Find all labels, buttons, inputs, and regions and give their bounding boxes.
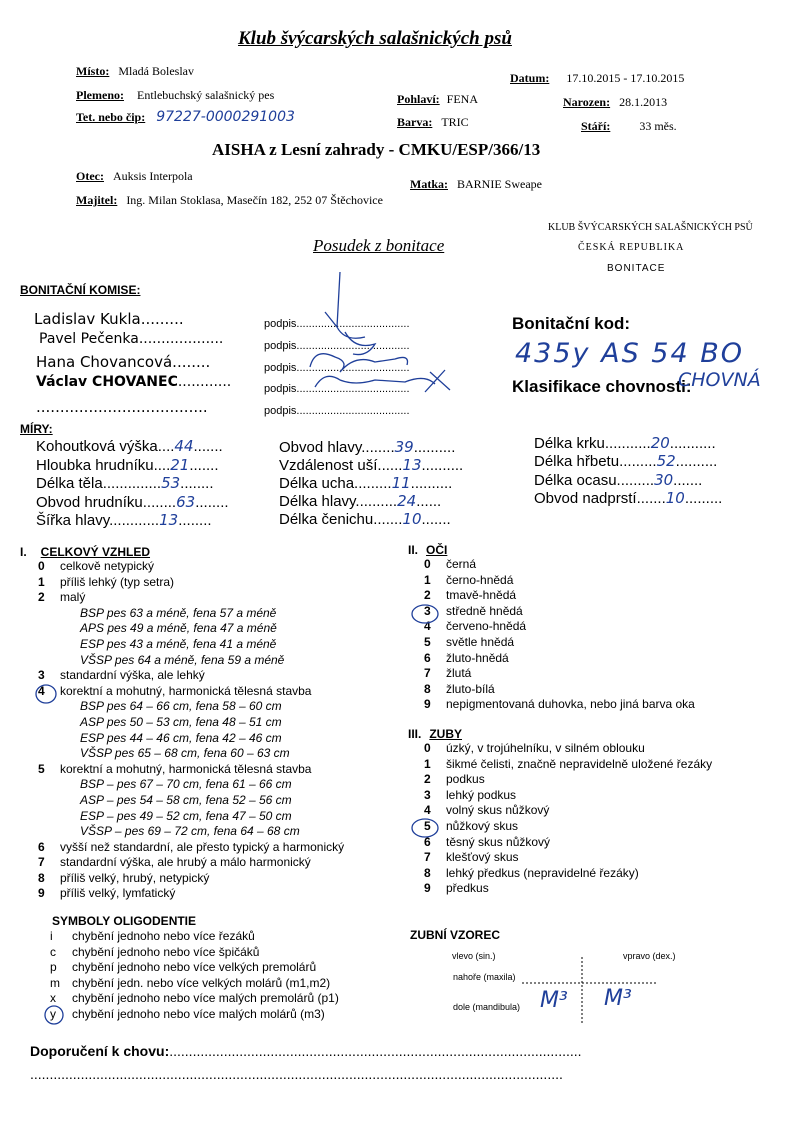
vzhled-item-number: 9 bbox=[38, 886, 45, 901]
vzhled-item bbox=[38, 777, 344, 793]
vzhled-item-text: malý bbox=[60, 590, 86, 605]
symboly-item bbox=[50, 1007, 339, 1023]
miry-sirka-hlavy: Šířka hlavy............13........ bbox=[36, 511, 212, 529]
zuby-item-text: lehký předkus (nepravidelné řezáky) bbox=[446, 865, 639, 880]
signature-1 bbox=[325, 272, 365, 338]
vzhled-item bbox=[38, 793, 344, 809]
vzhled-item-number: 4 bbox=[38, 683, 45, 698]
vzhled-item bbox=[38, 715, 344, 731]
zuby-heading: III. ZUBY bbox=[408, 727, 463, 741]
majitel-label: Majitel: bbox=[76, 193, 118, 207]
zuby-item bbox=[424, 741, 712, 757]
stamp-line-2: ČESKÁ REPUBLIKA bbox=[578, 242, 685, 253]
plemeno-label: Plemeno: bbox=[76, 88, 124, 102]
zuby-item-number: 0 bbox=[424, 741, 431, 755]
symboly-item bbox=[50, 929, 339, 945]
oci-item-number: 9 bbox=[424, 697, 431, 712]
oci-item-text: žluto-hnědá bbox=[446, 650, 509, 665]
vzhled-item-text: BSP pes 64 – 66 cm, fena 58 – 60 cm bbox=[80, 699, 282, 714]
vzhled-item bbox=[38, 762, 344, 778]
oci-item bbox=[424, 604, 695, 620]
zuby-item-number: 8 bbox=[424, 865, 431, 880]
pohlavi-label: Pohlaví: bbox=[397, 92, 440, 106]
zuby-item-number: 9 bbox=[424, 881, 431, 896]
oci-item-number: 6 bbox=[424, 650, 431, 665]
barva-value: TRIC bbox=[441, 115, 469, 129]
vzhled-item bbox=[38, 886, 344, 902]
dog-name: AISHA z Lesní zahrady - CMKU/ESP/366/13 bbox=[212, 140, 541, 159]
miry-hloubka-hrudniku: Hloubka hrudníku....21....... bbox=[36, 456, 219, 474]
otec-row bbox=[76, 169, 193, 184]
stari-value: 33 měs. bbox=[639, 119, 677, 133]
vzhled-item-number: 5 bbox=[38, 761, 45, 776]
klasifikace-value: CHOVNÁ bbox=[678, 369, 761, 391]
oci-item bbox=[424, 635, 695, 651]
komise-label: BONITAČNÍ KOMISE: bbox=[20, 283, 141, 297]
oci-item-number: 1 bbox=[424, 572, 431, 587]
oci-item-text: světle hnědá bbox=[446, 634, 515, 649]
zuby-item-text: nůžkový skus bbox=[446, 818, 519, 833]
selection-circle-oci bbox=[410, 603, 440, 625]
komise-member-2: Pavel Pečenka................... bbox=[39, 331, 224, 347]
matka-row bbox=[410, 177, 542, 192]
club-title: Klub švýcarských salašnických psů bbox=[238, 28, 512, 49]
zuby-item bbox=[424, 757, 712, 773]
vzhled-item bbox=[38, 871, 344, 887]
vzhled-item bbox=[38, 575, 344, 591]
symboly-item-text: chybění jednoho nebo více špičáků bbox=[72, 944, 260, 959]
zuby-item-number: 1 bbox=[424, 756, 431, 771]
vzorec-left-mark: M³ bbox=[540, 988, 568, 1013]
symboly-item-symbol: x bbox=[50, 991, 56, 1006]
oci-item-number: 0 bbox=[424, 557, 431, 571]
vzorec-right-mark: M³ bbox=[604, 986, 632, 1011]
vzhled-item bbox=[38, 590, 344, 606]
miry-delka-hlavy: Délka hlavy..........24...... bbox=[279, 492, 442, 510]
zuby-item-text: podkus bbox=[446, 772, 485, 787]
barva-label: Barva: bbox=[397, 115, 433, 129]
symboly-list bbox=[50, 929, 339, 1023]
oci-item bbox=[424, 682, 695, 698]
vzhled-item-text: příliš velký, lymfatický bbox=[60, 886, 176, 901]
vzhled-item-text: APS pes 49 a méně, fena 47 a méně bbox=[80, 621, 277, 636]
oci-item-number: 5 bbox=[424, 634, 431, 649]
vzhled-item bbox=[38, 621, 344, 637]
datum-label: Datum: bbox=[510, 71, 550, 85]
symboly-item-text: chybění jednoho nebo více velkých premolárů bbox=[72, 960, 317, 975]
vzhled-item-text: BSP – pes 67 – 70 cm, fena 61 – 66 cm bbox=[80, 777, 292, 792]
majitel-value: Ing. Milan Stoklasa, Masečín 182, 252 07 Štěchovice bbox=[126, 193, 383, 207]
vzhled-item bbox=[38, 637, 344, 653]
vzhled-item bbox=[38, 699, 344, 715]
oci-item-number: 8 bbox=[424, 681, 431, 696]
matka-value: BARNIE Sweape bbox=[457, 177, 542, 191]
barva-row bbox=[397, 115, 469, 130]
zuby-item-number: 3 bbox=[424, 787, 431, 802]
posudek-title: Posudek z bonitace bbox=[313, 236, 445, 255]
zuby-item bbox=[424, 866, 712, 882]
zuby-item-text: volný skus nůžkový bbox=[446, 803, 550, 818]
miry-delka-hrbetu: Délka hřbetu.........52.......... bbox=[534, 452, 718, 470]
oci-heading: II. OČI bbox=[408, 543, 448, 557]
zuby-item-text: úzký, v trojúhelníku, v silném oblouku bbox=[446, 741, 645, 755]
komise-member-3: Hana Chovancová........ bbox=[36, 353, 211, 371]
vzhled-item-text: VŠSP pes 65 – 68 cm, fena 60 – 63 cm bbox=[80, 746, 290, 761]
misto-label: Místo: bbox=[76, 64, 110, 78]
zuby-item-text: šikmé čelisti, značně nepravidelně uložené řezáky bbox=[446, 756, 713, 771]
symboly-item-symbol: p bbox=[50, 960, 57, 975]
podpis-4: podpis..................................... bbox=[264, 383, 410, 395]
miry-kohoutkova: Kohoutková výška....44....... bbox=[36, 437, 223, 455]
vzhled-item-text: ESP pes 43 a méně, fena 41 a méně bbox=[80, 636, 277, 651]
matka-label: Matka: bbox=[410, 177, 448, 191]
vzhled-list bbox=[38, 559, 344, 902]
majitel-row bbox=[76, 193, 383, 208]
signatures bbox=[295, 262, 465, 397]
vzhled-item-number: 2 bbox=[38, 590, 45, 605]
vzhled-item bbox=[38, 809, 344, 825]
vzhled-item-text: ESP pes 44 – 46 cm, fena 42 – 46 cm bbox=[80, 730, 282, 745]
oci-item bbox=[424, 619, 695, 635]
symboly-item-text: chybění jedn. nebo více velkých molárů (m1,m2) bbox=[72, 975, 331, 990]
vzhled-item-text: příliš lehký (typ setra) bbox=[60, 574, 175, 589]
zuby-item-number: 4 bbox=[424, 803, 431, 818]
podpis-3: podpis..................................... bbox=[264, 362, 410, 374]
selection-circle-symboly bbox=[42, 1004, 66, 1026]
symboly-item-symbol: m bbox=[50, 975, 60, 990]
vzhled-item bbox=[38, 824, 344, 840]
zuby-item-number: 2 bbox=[424, 772, 431, 787]
pohlavi-value: FENA bbox=[446, 92, 479, 106]
vzorec-vlevo: vlevo (sin.) bbox=[452, 951, 496, 961]
oci-item-number: 3 bbox=[424, 603, 431, 618]
vzhled-item-number: 3 bbox=[38, 668, 45, 683]
oci-item-number: 7 bbox=[424, 666, 431, 681]
podpis-1: podpis..................................... bbox=[264, 318, 410, 330]
vzhled-item bbox=[38, 668, 344, 684]
symboly-item bbox=[50, 945, 339, 961]
vzorec-dole: dole (mandibula) bbox=[453, 1002, 521, 1012]
vzhled-item-text: ASP pes 50 – 53 cm, fena 48 – 51 cm bbox=[80, 714, 282, 729]
podpis-5: podpis..................................... bbox=[264, 405, 410, 417]
vzhled-item-text: standardní výška, ale lehký bbox=[60, 668, 205, 683]
oci-item-number: 2 bbox=[424, 588, 431, 603]
miry-delka-cenichu: Délka čenichu.......10....... bbox=[279, 510, 451, 528]
zuby-item bbox=[424, 850, 712, 866]
zuby-item-text: klešťový skus bbox=[446, 850, 519, 865]
oci-item bbox=[424, 557, 695, 573]
vzhled-item-text: standardní výška, ale hrubý a málo harmonický bbox=[60, 855, 311, 870]
oci-list bbox=[424, 557, 695, 713]
miry-delka-tela: Délka těla..............53........ bbox=[36, 474, 214, 492]
zuby-item-text: těsný skus nůžkový bbox=[446, 834, 551, 849]
narozen-value: 28.1.2013 bbox=[619, 95, 668, 109]
vzhled-item bbox=[38, 559, 344, 575]
symboly-item bbox=[50, 960, 339, 976]
vzhled-item bbox=[38, 731, 344, 747]
vzhled-item-text: VŠSP pes 64 a méně, fena 59 a méně bbox=[80, 652, 285, 667]
doporuceni-line-2: ......................................................................................................................................... bbox=[30, 1066, 563, 1082]
stari-label: Stáří: bbox=[581, 119, 611, 133]
vzhled-item-number: 6 bbox=[38, 839, 45, 854]
zuby-item bbox=[424, 881, 712, 897]
vzhled-item-text: vyšší než standardní, ale přesto typický a harmonický bbox=[60, 839, 345, 854]
oci-item bbox=[424, 588, 695, 604]
doporuceni-row: Doporučení k chovu:.......................................................................................................... bbox=[30, 1043, 582, 1059]
zuby-item-text: lehký podkus bbox=[446, 787, 517, 802]
zuby-item-number: 5 bbox=[424, 818, 431, 833]
signature-3 bbox=[310, 354, 408, 372]
komise-member-1: Ladislav Kukla......... bbox=[34, 310, 184, 328]
zuby-item bbox=[424, 772, 712, 788]
selection-circle-zuby bbox=[410, 817, 440, 839]
vzhled-item bbox=[38, 606, 344, 622]
tet-value: 97227-0000291003 bbox=[156, 109, 295, 125]
symboly-item-text: chybění jednoho nebo více malých premolárů (p1) bbox=[72, 991, 339, 1006]
vzhled-item bbox=[38, 684, 344, 700]
tet-label: Tet. nebo čip: bbox=[76, 110, 146, 124]
oci-item bbox=[424, 697, 695, 713]
oci-item-text: tmavě-hnědá bbox=[446, 588, 517, 603]
zuby-item bbox=[424, 819, 712, 835]
vzhled-item-text: VŠSP – pes 69 – 72 cm, fena 64 – 68 cm bbox=[80, 824, 300, 839]
vzhled-item bbox=[38, 855, 344, 871]
miry-delka-krku: Délka krku...........20........... bbox=[534, 434, 716, 452]
miry-obvod-nadprsti: Obvod nadprstí.......10......... bbox=[534, 489, 723, 507]
symboly-item-symbol: i bbox=[50, 929, 53, 943]
oci-item-text: středně hnědá bbox=[446, 603, 523, 618]
vzorec-nahore: nahoře (maxila) bbox=[453, 972, 516, 982]
zuby-item-number: 7 bbox=[424, 850, 431, 865]
oci-item-text: nepigmentovaná duhovka, nebo jiná barva oka bbox=[446, 697, 695, 712]
symboly-item bbox=[50, 976, 339, 992]
zuby-item-text: předkus bbox=[446, 881, 489, 896]
otec-value: Auksis Interpola bbox=[112, 169, 193, 183]
symboly-item-text: chybění jednoho nebo více řezáků bbox=[72, 929, 255, 943]
selection-circle-vzhled bbox=[34, 683, 58, 705]
symboly-item bbox=[50, 991, 339, 1007]
oci-item-text: červeno-hnědá bbox=[446, 619, 527, 634]
komise-member-4: Václav CHOVANEC............ bbox=[36, 374, 232, 390]
oci-item-text: žluto-bílá bbox=[446, 681, 495, 696]
kod-value: 435y AS 54 BO bbox=[515, 338, 745, 369]
vzhled-item-text: korektní a mohutný, harmonická tělesná stavba bbox=[60, 683, 312, 698]
pohlavi-row bbox=[397, 92, 478, 107]
miry-delka-ocasu: Délka ocasu.........30....... bbox=[534, 471, 703, 489]
zuby-item bbox=[424, 803, 712, 819]
vzhled-item-number: 7 bbox=[38, 855, 45, 870]
stamp-line-3: BONITACE bbox=[607, 263, 666, 274]
misto-row bbox=[76, 64, 194, 79]
vzorec-title: ZUBNÍ VZOREC bbox=[410, 928, 500, 942]
vzhled-heading: I. CELKOVÝ VZHLED bbox=[20, 545, 151, 559]
zuby-item-number: 6 bbox=[424, 834, 431, 849]
oci-item-text: černá bbox=[446, 557, 477, 571]
vzhled-item-text: ESP – pes 49 – 52 cm, fena 47 – 50 cm bbox=[80, 808, 292, 823]
vzhled-item bbox=[38, 746, 344, 762]
tet-row bbox=[76, 109, 295, 125]
datum-row bbox=[510, 71, 684, 86]
symboly-title: SYMBOLY OLIGODENTIE bbox=[52, 914, 197, 928]
narozen-row bbox=[563, 95, 667, 110]
vzhled-item bbox=[38, 653, 344, 669]
misto-value: Mladá Boleslav bbox=[118, 64, 194, 78]
otec-label: Otec: bbox=[76, 169, 104, 183]
zuby-item bbox=[424, 788, 712, 804]
vzhled-item-number: 0 bbox=[38, 559, 45, 573]
vzhled-item-text: příliš velký, hrubý, netypický bbox=[60, 870, 210, 885]
narozen-label: Narozen: bbox=[563, 95, 611, 109]
stari-row bbox=[581, 119, 677, 134]
zuby-list bbox=[424, 741, 712, 897]
miry-obvod-hlavy: Obvod hlavy........39.......... bbox=[279, 438, 456, 456]
vzhled-item bbox=[38, 840, 344, 856]
zuby-item bbox=[424, 835, 712, 851]
vzhled-item-number: 1 bbox=[38, 574, 45, 589]
podpis-2: podpis..................................... bbox=[264, 340, 410, 352]
signature-2 bbox=[345, 332, 375, 355]
oci-item-text: žlutá bbox=[446, 666, 472, 681]
komise-member-5: .................................... bbox=[36, 398, 208, 416]
miry-vzdalenost-usi: Vzdálenost uší......13.......... bbox=[279, 456, 464, 474]
stamp-line-1: KLUB ŠVÝCARSKÝCH SALAŠNICKÝCH PSŮ bbox=[548, 222, 753, 233]
symboly-item-symbol: y bbox=[50, 1006, 56, 1021]
plemeno-value: Entlebuchský salašnický pes bbox=[136, 88, 275, 102]
miry-obvod-hrudniku: Obvod hrudníku........63........ bbox=[36, 493, 229, 511]
vzhled-item-text: BSP pes 63 a méně, fena 57 a méně bbox=[80, 605, 277, 620]
plemeno-row bbox=[76, 88, 274, 103]
klasifikace-label: Klasifikace chovnosti: bbox=[512, 377, 692, 396]
vzorec-vpravo: vpravo (dex.) bbox=[623, 951, 676, 961]
kod-label: Bonitační kod: bbox=[512, 314, 631, 333]
vzhled-item-text: korektní a mohutný, harmonická tělesná stavba bbox=[60, 761, 312, 776]
vzhled-item-text: celkově netypický bbox=[60, 559, 155, 573]
oci-item-text: černo-hnědá bbox=[446, 572, 514, 587]
oci-item bbox=[424, 666, 695, 682]
symboly-item-text: chybění jednoho nebo více malých molárů (m3) bbox=[72, 1006, 325, 1021]
miry-delka-ucha: Délka ucha.........11.......... bbox=[279, 474, 453, 492]
miry-label: MÍRY: bbox=[20, 422, 53, 436]
oci-item bbox=[424, 651, 695, 667]
datum-value: 17.10.2015 - 17.10.2015 bbox=[566, 71, 685, 85]
signature-4 bbox=[315, 370, 450, 392]
oci-item bbox=[424, 573, 695, 589]
oci-item-number: 4 bbox=[424, 619, 431, 634]
vzhled-item-text: ASP – pes 54 – 58 cm, fena 52 – 56 cm bbox=[80, 792, 292, 807]
symboly-item-symbol: c bbox=[50, 944, 56, 959]
vzhled-item-number: 8 bbox=[38, 870, 45, 885]
